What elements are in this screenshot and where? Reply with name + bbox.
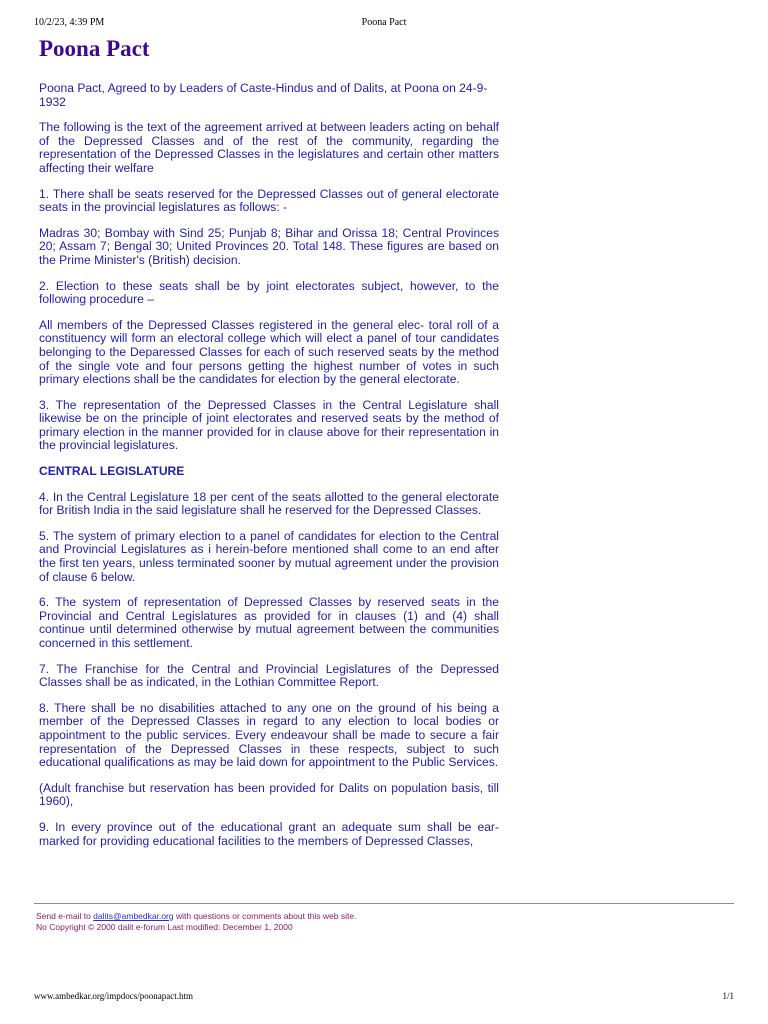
print-datetime: 10/2/23, 4:39 PM xyxy=(34,17,105,28)
seat-allocation-paragraph: Madras 30; Bombay with Sind 25; Punjab 8; Bihar and Orissa 18; Central Provinces 20; Assam 7; Bengal 30; United Provinces 20. Total 148. These figures are based on the Prime Minister's (British) decision. xyxy=(39,225,499,267)
clause-4-paragraph: 4. In the Central Legislature 18 per cent of the seats allotted to the general electorate for British India in the said legislature shall he reserved for the Depressed Classes. xyxy=(39,489,499,518)
page-title: Poona Pact xyxy=(39,36,150,61)
site-footer xyxy=(36,911,356,932)
clause-2-paragraph: 2. Election to these seats shall be by joint electorates subject, however, to the following procedure – xyxy=(39,278,499,307)
print-header xyxy=(34,17,734,31)
clause-8-paragraph: 8. There shall be no disabilities attached to any one on the ground of his being a member of the Depressed Classes in regard to any election to local bodies or appointment to the public services. Every endeavour shall be made to secure a fair representation of the Depressed Classes in these respects, subject to such educational qualifications as may be laid down for appointment to the Public Services. xyxy=(39,700,499,770)
preamble-paragraph: The following is the text of the agreement arrived at between leaders acting on behalf of the Depressed Classes and of the rest of the community, regarding the representation of the Depressed Classes in the legislatures and certain other matters affecting their welfare xyxy=(39,120,499,175)
contact-line xyxy=(36,911,356,922)
footer-divider xyxy=(34,903,734,904)
clause-1-paragraph: 1. There shall be seats reserved for the Depressed Classes out of general electorate seats in the provincial legislatures as follows: - xyxy=(39,186,499,215)
email-link[interactable]: dalits@ambedkar.org xyxy=(93,911,174,921)
clause-9-paragraph: 9. In every province out of the educational grant an adequate sum shall be ear-marked for providing educational facilities to the members of Depressed Classes, xyxy=(39,819,499,848)
clause-3-paragraph: 3. The representation of the Depressed Classes in the Central Legislature shall likewise be on the principle of joint electorates and reserved seats by the method of primary election in the manner provided for in clause above for their representation in the provincial legislatures. xyxy=(39,397,499,453)
intro-paragraph: Poona Pact, Agreed to by Leaders of Caste-Hindus and of Dalits, at Poona on 24-9-1932 xyxy=(39,81,488,109)
clause-7-paragraph: 7. The Franchise for the Central and Provincial Legislatures of the Depressed Classes shall be as indicated, in the Lothian Committee Report. xyxy=(39,661,499,690)
clause-6-paragraph: 6. The system of representation of Depressed Classes by reserved seats in the Provincial and Central Legislatures as provided for in clauses (1) and (4) shall continue until determined otherwise by mutual agreement between the communities concerned in this settlement. xyxy=(39,595,499,650)
electoral-college-paragraph: All members of the Depressed Classes registered in the general elec- toral roll of a constituency will form an electoral college which will elect a panel of tour candidates belonging to the Deparessed Classes for each of such reserved seats by the method of the single vote and four persons getting the highest number of votes in such primary elections shall be the candidates for election by the general electorate. xyxy=(39,317,499,387)
print-url: www.ambedkar.org/impdocs/poonapact.htm xyxy=(34,991,193,1001)
contact-suffix: with questions or comments about this web site. xyxy=(173,911,357,921)
copyright-line: No Copyright © 2000 dalit e-forum Last modified: December 1, 2000 xyxy=(36,921,293,932)
print-title: Poona Pact xyxy=(361,17,407,28)
clause-5-paragraph: 5. The system of primary election to a panel of candidates for election to the Central and Provincial Legislatures as i herein-before mentioned shall come to an end after the first ten years, unless terminated sooner by mutual agreement under the provision of clause 6 below. xyxy=(39,528,499,584)
article-body xyxy=(39,82,499,860)
franchise-note-paragraph: (Adult franchise but reservation has been provided for Dalits on population basis, till 1960), xyxy=(39,780,499,809)
print-footer xyxy=(34,991,734,1003)
print-page-count: 1/1 xyxy=(722,991,734,1001)
contact-prefix: Send e-mail to xyxy=(36,911,94,921)
section-heading: CENTRAL LEGISLATURE xyxy=(39,464,185,479)
